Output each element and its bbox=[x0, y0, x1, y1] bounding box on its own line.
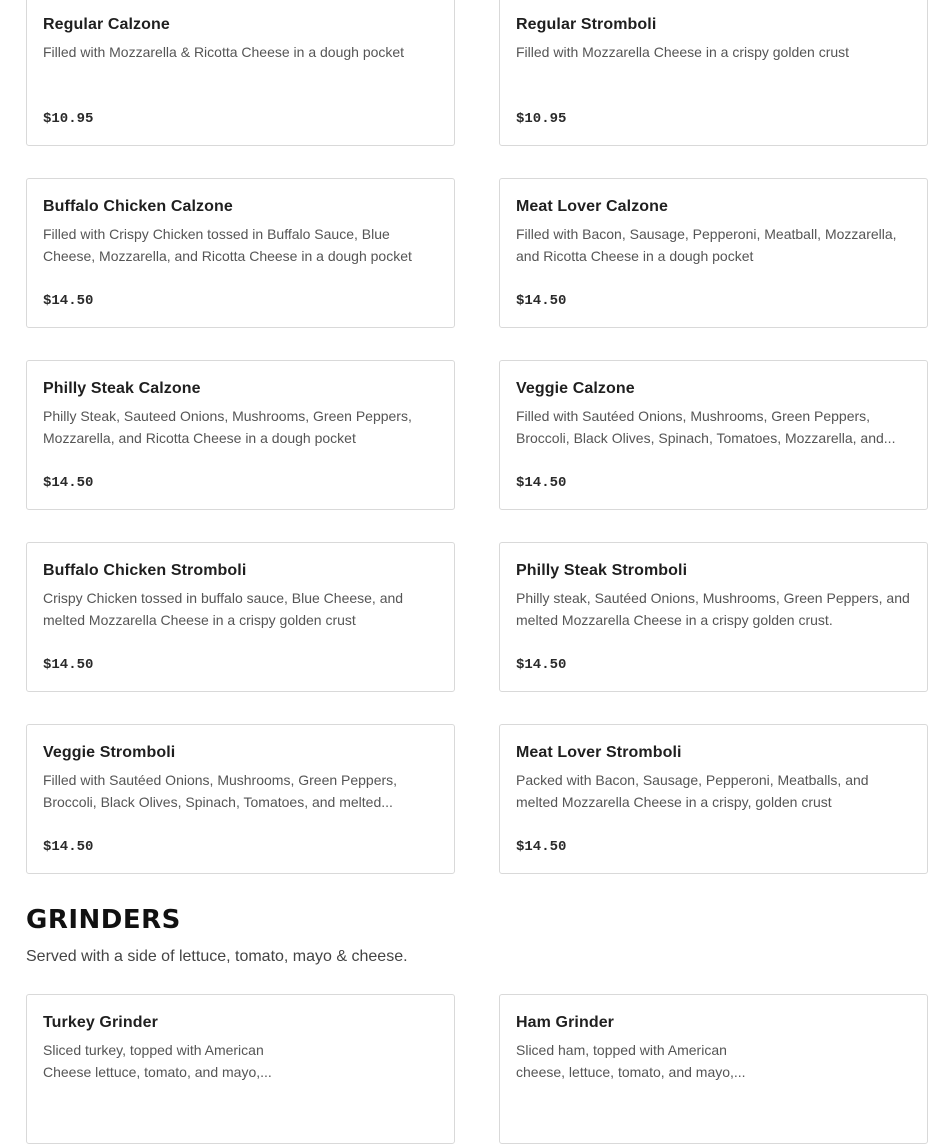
menu-item-card[interactable] bbox=[499, 360, 928, 510]
section-subtitle: Served with a side of lettuce, tomato, mayo & cheese. bbox=[26, 948, 408, 965]
menu-item-card[interactable] bbox=[26, 994, 455, 1144]
menu-item-name: Turkey Grinder bbox=[43, 1014, 158, 1031]
menu-item-description: Filled with Mozzarella Cheese in a crispy golden crust bbox=[516, 44, 850, 60]
menu-item-name: Buffalo Chicken Stromboli bbox=[43, 562, 247, 579]
menu-item-description: Packed with Bacon, Sausage, Pepperoni, Meatballs, and melted Mozzarella Cheese in a crispy, golden crust bbox=[516, 772, 869, 810]
menu-item-description: Filled with Mozzarella & Ricotta Cheese in a dough pocket bbox=[43, 44, 405, 60]
menu-item-card[interactable] bbox=[499, 724, 928, 874]
menu-item-price: $14.50 bbox=[43, 839, 94, 855]
menu-item-description: Sliced ham, topped with American cheese, lettuce, tomato, and mayo,... bbox=[516, 1042, 746, 1080]
menu-item-card[interactable] bbox=[499, 542, 928, 692]
menu-item-name: Ham Grinder bbox=[516, 1014, 615, 1031]
menu-item-description: Filled with Bacon, Sausage, Pepperoni, Meatball, Mozzarella, and Ricotta Cheese in a dough pocket bbox=[516, 226, 897, 264]
menu-item-description: Filled with Sautéed Onions, Mushrooms, Green Peppers, Broccoli, Black Olives, Spinach, Tomatoes, Mozzarella, and... bbox=[516, 408, 896, 446]
grinders-grid bbox=[26, 994, 928, 1144]
menu-item-card[interactable] bbox=[499, 0, 928, 146]
menu-item-name: Meat Lover Stromboli bbox=[516, 744, 682, 761]
menu-item-description: Philly steak, Sautéed Onions, Mushrooms, Green Peppers, and melted Mozzarella Cheese in a crispy golden crust. bbox=[516, 590, 910, 628]
menu-item-name: Philly Steak Stromboli bbox=[516, 562, 688, 579]
menu-item-card[interactable] bbox=[26, 360, 455, 510]
menu-item-card[interactable] bbox=[499, 178, 928, 328]
menu-items-grid bbox=[26, 0, 928, 874]
menu-item-price: $14.50 bbox=[43, 657, 94, 673]
menu-item-description: Filled with Sautéed Onions, Mushrooms, Green Peppers, Broccoli, Black Olives, Spinach, Tomatoes, and melted... bbox=[43, 772, 398, 810]
section-title: GRINDERS bbox=[26, 905, 181, 935]
menu-item-name: Regular Stromboli bbox=[516, 16, 657, 33]
menu-item-description: Sliced turkey, topped with American Cheese lettuce, tomato, and mayo,... bbox=[43, 1042, 272, 1080]
menu-item-price: $14.50 bbox=[516, 657, 567, 673]
menu-item-card[interactable] bbox=[26, 542, 455, 692]
menu-item-name: Veggie Calzone bbox=[516, 380, 635, 397]
menu-item-description: Crispy Chicken tossed in buffalo sauce, Blue Cheese, and melted Mozzarella Cheese in a crispy golden crust bbox=[43, 590, 404, 628]
menu-item-name: Veggie Stromboli bbox=[43, 744, 176, 761]
menu-item-name: Meat Lover Calzone bbox=[516, 198, 669, 215]
menu-item-price: $14.50 bbox=[516, 475, 567, 491]
menu-item-price: $14.50 bbox=[43, 475, 94, 491]
menu-item-card[interactable] bbox=[26, 724, 455, 874]
menu-item-price: $10.95 bbox=[43, 111, 94, 127]
menu-item-card[interactable] bbox=[26, 0, 455, 146]
menu-item-price: $10.95 bbox=[516, 111, 567, 127]
menu-item-name: Buffalo Chicken Calzone bbox=[43, 198, 233, 215]
menu-item-description: Filled with Crispy Chicken tossed in Buffalo Sauce, Blue Cheese, Mozzarella, and Ricotta Cheese in a dough pocket bbox=[43, 226, 412, 264]
menu-item-price: $14.50 bbox=[43, 293, 94, 309]
menu-item-description: Philly Steak, Sauteed Onions, Mushrooms, Green Peppers, Mozzarella, and Ricotta Cheese in a dough pocket bbox=[43, 408, 412, 446]
menu-item-card[interactable] bbox=[499, 994, 928, 1144]
menu-item-price: $14.50 bbox=[516, 839, 567, 855]
menu-item-price: $14.50 bbox=[516, 293, 567, 309]
menu-item-card[interactable] bbox=[26, 178, 455, 328]
menu-item-name: Philly Steak Calzone bbox=[43, 380, 201, 397]
menu-item-name: Regular Calzone bbox=[43, 16, 170, 33]
